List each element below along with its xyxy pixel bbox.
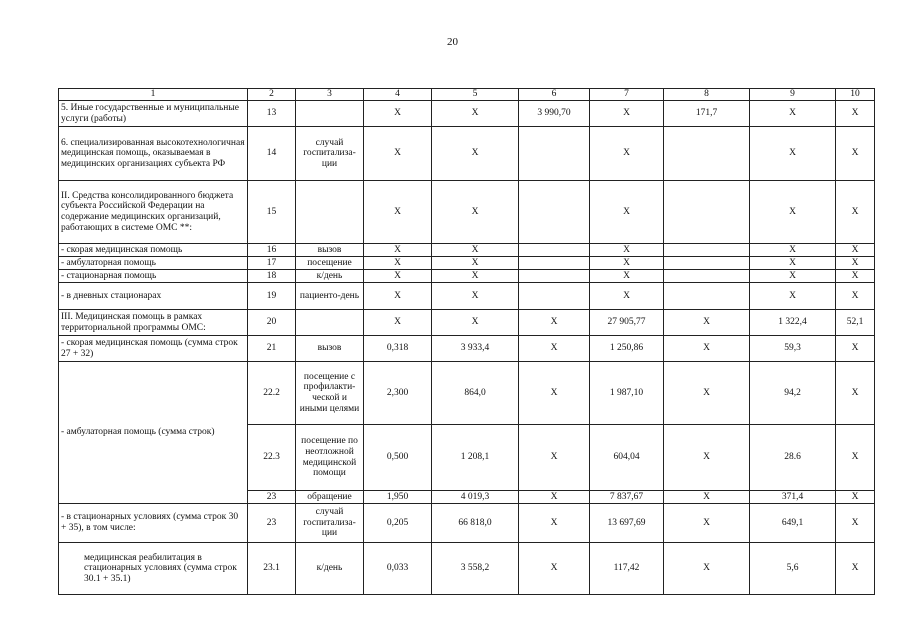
- table-cell: X: [836, 283, 875, 310]
- table-cell: X: [590, 181, 664, 244]
- table-cell: X: [750, 257, 836, 270]
- table-cell: 5: [432, 89, 519, 101]
- table-cell: 7 837,67: [590, 491, 664, 504]
- table-cell: X: [836, 270, 875, 283]
- table-row: [59, 270, 875, 283]
- table-cell: 5. Иные государственные и муниципальные услуги (работы): [59, 101, 248, 127]
- table-cell: 16: [248, 244, 296, 257]
- table-cell: X: [836, 101, 875, 127]
- table-row: [59, 310, 875, 336]
- table-cell: 21: [248, 336, 296, 362]
- table-cell: X: [364, 244, 432, 257]
- table-cell: 59,3: [750, 336, 836, 362]
- table-cell: 0,318: [364, 336, 432, 362]
- table-cell: к/день: [296, 543, 364, 595]
- table-cell: X: [664, 504, 750, 543]
- table-cell: 5,6: [750, 543, 836, 595]
- table-cell: X: [432, 283, 519, 310]
- table-cell: 15: [248, 181, 296, 244]
- table-cell: 1 322,4: [750, 310, 836, 336]
- table-cell: X: [836, 336, 875, 362]
- table-cell: посещение: [296, 257, 364, 270]
- table-cell: X: [836, 425, 875, 491]
- table-cell: X: [364, 257, 432, 270]
- table-cell: пациенто-день: [296, 283, 364, 310]
- table-cell: 52,1: [836, 310, 875, 336]
- table-cell: 1 250,86: [590, 336, 664, 362]
- table-cell: 94,2: [750, 362, 836, 425]
- table-cell: 22.3: [248, 425, 296, 491]
- table-cell: посещение по неотложной медицинской помощи: [296, 425, 364, 491]
- table-cell: - в дневных стационарах: [59, 283, 248, 310]
- table-cell: X: [836, 181, 875, 244]
- table-cell: X: [664, 425, 750, 491]
- table-cell: 1,950: [364, 491, 432, 504]
- table-cell: [519, 244, 590, 257]
- table-cell: X: [836, 543, 875, 595]
- table-cell: 4: [364, 89, 432, 101]
- table-cell: [664, 283, 750, 310]
- table-cell: X: [519, 491, 590, 504]
- table-cell: X: [750, 101, 836, 127]
- table-row: [59, 101, 875, 127]
- table-cell: 18: [248, 270, 296, 283]
- table-cell: посещение с профилакти-ческой и иными целями: [296, 362, 364, 425]
- table-cell: [664, 270, 750, 283]
- table-cell: X: [364, 101, 432, 127]
- table-cell: X: [519, 425, 590, 491]
- table-cell: 19: [248, 283, 296, 310]
- table-cell: X: [432, 310, 519, 336]
- table-cell: 20: [248, 310, 296, 336]
- table-cell: 9: [750, 89, 836, 101]
- table-cell: 3 990,70: [519, 101, 590, 127]
- table-row: [59, 362, 875, 425]
- table-cell: - амбулаторная помощь: [59, 257, 248, 270]
- table-cell: X: [519, 504, 590, 543]
- table-cell: X: [519, 362, 590, 425]
- table-cell: X: [364, 181, 432, 244]
- table-cell: X: [590, 283, 664, 310]
- table-cell: X: [432, 127, 519, 181]
- table-cell: X: [664, 362, 750, 425]
- table-cell: 66 818,0: [432, 504, 519, 543]
- table-cell: X: [590, 257, 664, 270]
- table-cell: X: [364, 270, 432, 283]
- table-cell: 23.1: [248, 543, 296, 595]
- table-cell: X: [836, 127, 875, 181]
- table-cell: X: [836, 244, 875, 257]
- table-cell: X: [590, 101, 664, 127]
- table-cell: III. Медицинская помощь в рамках территориальной программы ОМС:: [59, 310, 248, 336]
- table-cell: 3 558,2: [432, 543, 519, 595]
- table-cell: к/день: [296, 270, 364, 283]
- page-number: 20: [447, 36, 458, 48]
- data-table: [58, 88, 875, 595]
- table-cell: [519, 127, 590, 181]
- table-cell: 23: [248, 504, 296, 543]
- table-row: [59, 543, 875, 595]
- table-cell: - скорая медицинская помощь (сумма строк 27 + 32): [59, 336, 248, 362]
- table-cell: [664, 181, 750, 244]
- table-cell: X: [836, 491, 875, 504]
- table-row: [59, 127, 875, 181]
- table-cell: X: [836, 362, 875, 425]
- table-cell: 3: [296, 89, 364, 101]
- table-cell: [664, 127, 750, 181]
- table-cell: [664, 257, 750, 270]
- table-cell: 4 019,3: [432, 491, 519, 504]
- table-cell: X: [432, 270, 519, 283]
- table-cell: X: [664, 543, 750, 595]
- table-cell: X: [519, 310, 590, 336]
- table-cell: 864,0: [432, 362, 519, 425]
- table-cell: [664, 244, 750, 257]
- table-cell: обращение: [296, 491, 364, 504]
- table-row: [59, 336, 875, 362]
- table-row: [59, 504, 875, 543]
- table-cell: X: [590, 270, 664, 283]
- table-cell: 171,7: [664, 101, 750, 127]
- table-cell: X: [750, 244, 836, 257]
- table-cell: 3 933,4: [432, 336, 519, 362]
- table-cell: [519, 270, 590, 283]
- table-cell: 2: [248, 89, 296, 101]
- table-cell: [519, 257, 590, 270]
- table-cell: 0,205: [364, 504, 432, 543]
- table-cell: X: [590, 127, 664, 181]
- table-cell: медицинская реабилитация в стационарных условиях (сумма строк 30.1 + 35.1): [59, 543, 248, 595]
- table-cell: X: [750, 270, 836, 283]
- table-cell: X: [364, 283, 432, 310]
- table-cell: 14: [248, 127, 296, 181]
- table-cell: 371,4: [750, 491, 836, 504]
- table-cell: 22.2: [248, 362, 296, 425]
- table-cell: X: [750, 127, 836, 181]
- table-cell: [296, 181, 364, 244]
- table-row: [59, 257, 875, 270]
- table-cell: 117,42: [590, 543, 664, 595]
- table-cell: X: [519, 336, 590, 362]
- table-cell: случай госпитализа-ции: [296, 504, 364, 543]
- table-cell: вызов: [296, 336, 364, 362]
- table-cell: 17: [248, 257, 296, 270]
- table-cell: X: [836, 257, 875, 270]
- table-cell: 10: [836, 89, 875, 101]
- table-cell: 8: [664, 89, 750, 101]
- table-cell: X: [432, 101, 519, 127]
- table-cell: [519, 283, 590, 310]
- table-header-row: [59, 89, 875, 101]
- table-cell: [296, 101, 364, 127]
- table-cell: X: [664, 310, 750, 336]
- table-cell: - в стационарных условиях (сумма строк 30 + 35), в том числе:: [59, 504, 248, 543]
- table-cell: X: [836, 504, 875, 543]
- table-cell: 1: [59, 89, 248, 101]
- table-cell: X: [432, 181, 519, 244]
- table-cell: 2,300: [364, 362, 432, 425]
- table-cell: X: [750, 181, 836, 244]
- table-cell: X: [432, 257, 519, 270]
- table-cell: - амбулаторная помощь (сумма строк): [59, 362, 248, 504]
- table-cell: [296, 310, 364, 336]
- table-cell: X: [519, 543, 590, 595]
- table-cell: 604,04: [590, 425, 664, 491]
- table-cell: 0,033: [364, 543, 432, 595]
- table-cell: 27 905,77: [590, 310, 664, 336]
- table-cell: X: [664, 491, 750, 504]
- table-row: [59, 244, 875, 257]
- table-cell: - скорая медицинская помощь: [59, 244, 248, 257]
- table-cell: 7: [590, 89, 664, 101]
- table-cell: 6. специализированная высокотехнологичная медицинская помощь, оказываемая в медицинских организациях субъекта РФ: [59, 127, 248, 181]
- table-cell: X: [364, 127, 432, 181]
- table-cell: X: [664, 336, 750, 362]
- table-cell: 23: [248, 491, 296, 504]
- table-cell: 13: [248, 101, 296, 127]
- table-cell: 1 208,1: [432, 425, 519, 491]
- table-cell: 649,1: [750, 504, 836, 543]
- table-cell: X: [432, 244, 519, 257]
- table-cell: случай госпитализа-ции: [296, 127, 364, 181]
- table-cell: [519, 181, 590, 244]
- table-cell: 0,500: [364, 425, 432, 491]
- table-cell: X: [750, 283, 836, 310]
- table-cell: 6: [519, 89, 590, 101]
- table-cell: 28.6: [750, 425, 836, 491]
- table-cell: 1 987,10: [590, 362, 664, 425]
- table-cell: 13 697,69: [590, 504, 664, 543]
- table-cell: X: [364, 310, 432, 336]
- table-row: [59, 283, 875, 310]
- table-cell: X: [590, 244, 664, 257]
- table-row: [59, 181, 875, 244]
- table-cell: - стационарная помощь: [59, 270, 248, 283]
- table-cell: II. Средства консолидированного бюджета субъекта Российской Федерации на содержание медицинских организаций, работающих в системе ОМС **:: [59, 181, 248, 244]
- table-cell: вызов: [296, 244, 364, 257]
